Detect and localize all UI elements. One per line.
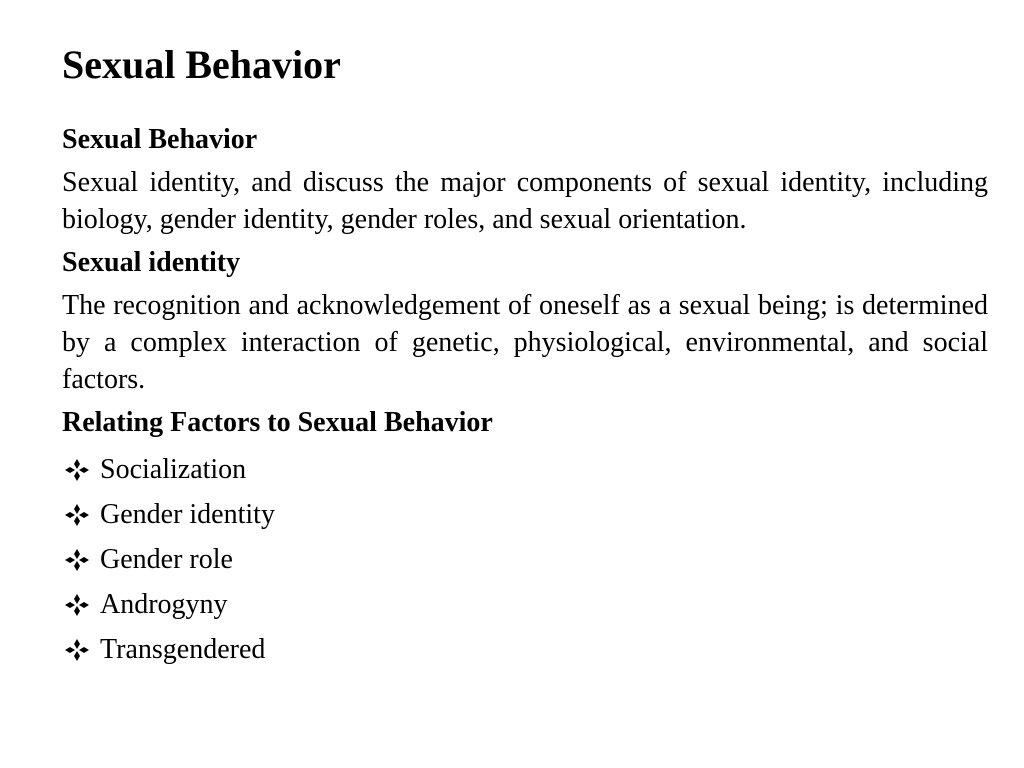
section-text-sexual-identity: The recognition and acknowledgement of oneself as a sexual being; is determined by a complex interaction of genetic, physiological, environmental, and social factors. [62, 290, 988, 395]
list-item-label: Gender role [100, 544, 233, 575]
section-heading-sexual-identity: Sexual identity [62, 247, 241, 278]
list-item-label: Androgyny [100, 589, 228, 620]
section-heading-relating-factors: Relating Factors to Sexual Behavior [62, 407, 493, 438]
slide-content [62, 121, 988, 672]
section-heading-sexual-behavior: Sexual Behavior [62, 124, 258, 155]
list-item [62, 447, 988, 492]
slide-title: Sexual Behavior [62, 42, 341, 87]
list-item [62, 537, 988, 582]
list-item [62, 627, 988, 672]
list-item-label: Socialization [100, 454, 247, 485]
list-item-label: Transgendered [100, 634, 266, 665]
factor-list [62, 447, 988, 672]
section-text-sexual-behavior: Sexual identity, and discuss the major components of sexual identity, including biology, gender identity, gender roles, and sexual orientation. [62, 167, 988, 235]
list-item [62, 582, 988, 627]
four-diamond-bullet-icon [62, 458, 92, 482]
four-diamond-bullet-icon [62, 593, 92, 617]
four-diamond-bullet-icon [62, 638, 92, 662]
list-item-label: Gender identity [100, 499, 275, 530]
four-diamond-bullet-icon [62, 548, 92, 572]
list-item [62, 492, 988, 537]
four-diamond-bullet-icon [62, 503, 92, 527]
